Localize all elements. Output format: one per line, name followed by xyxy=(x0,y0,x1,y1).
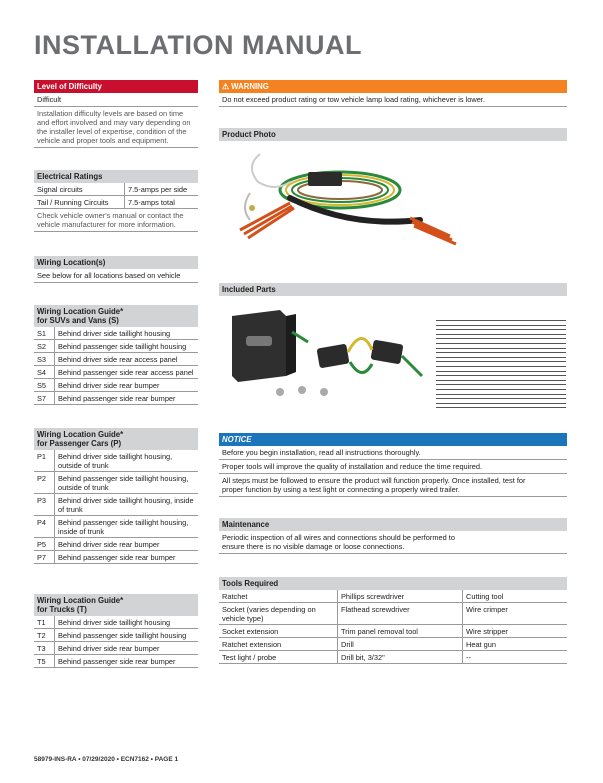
location-description: Behind passenger side taillight housing xyxy=(55,629,199,642)
location-code: S5 xyxy=(34,379,55,392)
location-description: Behind driver side rear bumper xyxy=(55,379,199,392)
table-row xyxy=(34,538,198,551)
difficulty-level: Difficult xyxy=(34,93,198,107)
notice-line: All steps must be followed to ensure the product will function properly. Once installed, test for proper function by using a test light or connecting a properly wired trailer. xyxy=(219,474,567,497)
guide-trucks-header-line1: Wiring Location Guide* xyxy=(37,596,124,605)
location-description: Behind passenger side taillight housing, inside of trunk xyxy=(55,516,199,538)
table-row xyxy=(34,472,198,494)
location-description: Behind passenger side taillight housing, outside of trunk xyxy=(55,472,199,494)
warning-section xyxy=(219,80,567,107)
included-parts-header: Included Parts xyxy=(219,283,567,296)
rating-value: 7.5-amps per side xyxy=(125,183,199,196)
table-row xyxy=(34,655,198,668)
parts-list-placeholder xyxy=(436,320,566,404)
tool-cell: Flathead screwdriver xyxy=(338,603,463,625)
wiring-location-section xyxy=(34,256,198,283)
maintenance-header: Maintenance xyxy=(219,518,567,531)
rating-label: Tail / Running Circuits xyxy=(34,196,125,209)
location-description: Behind passenger side rear bumper xyxy=(55,551,199,564)
table-row xyxy=(34,379,198,392)
tool-cell: Drill xyxy=(338,638,463,651)
location-code: P1 xyxy=(34,450,55,472)
ratings-table xyxy=(34,183,198,209)
guide-suv-header-line2: for SUVs and Vans (S) xyxy=(37,316,119,325)
tool-cell: Heat gun xyxy=(463,638,568,651)
location-description: Behind driver side taillight housing, outside of trunk xyxy=(55,450,199,472)
tool-cell: Ratchet extension xyxy=(219,638,338,651)
difficulty-header: Level of Difficulty xyxy=(34,80,198,93)
location-description: Behind passenger side taillight housing xyxy=(55,340,199,353)
notice-header: NOTICE xyxy=(219,433,567,446)
warning-triangle-icon: ⚠ xyxy=(222,82,229,91)
guide-suv-section xyxy=(34,305,198,405)
tool-cell: Socket extension xyxy=(219,625,338,638)
table-row xyxy=(34,642,198,655)
footer: 58979-INS-RA • 07/29/2020 • ECN7162 • PAGE 1 xyxy=(34,756,179,763)
wiring-location-header: Wiring Location(s) xyxy=(34,256,198,269)
maintenance-text: Periodic inspection of all wires and connections should be performed to ensure there is no visible damage or loose connections. xyxy=(219,531,567,554)
guide-cars-section xyxy=(34,428,198,564)
tool-cell: Trim panel removal tool xyxy=(338,625,463,638)
product-photo-header: Product Photo xyxy=(219,128,567,141)
table-row xyxy=(219,590,567,603)
tools-table xyxy=(219,590,567,664)
tool-cell: Phillips screwdriver xyxy=(338,590,463,603)
tool-cell: Wire crimper xyxy=(463,603,568,625)
page-title: INSTALLATION MANUAL xyxy=(34,30,362,60)
ratings-header: Electrical Ratings xyxy=(34,170,198,183)
table-row xyxy=(34,616,198,629)
table-row xyxy=(34,450,198,472)
guide-cars-table xyxy=(34,450,198,564)
included-parts-section xyxy=(219,283,567,296)
ratings-section xyxy=(34,170,198,232)
tool-cell: Test light / probe xyxy=(219,651,338,664)
warning-text: Do not exceed product rating or tow vehicle lamp load rating, whichever is lower. xyxy=(219,93,567,107)
ratings-note: Check vehicle owner's manual or contact the vehicle manufacturer for more information. xyxy=(34,209,198,232)
location-description: Behind driver side rear bumper xyxy=(55,642,199,655)
notice-line: Before you begin installation, read all instructions thoroughly. xyxy=(219,446,567,460)
rating-value: 7.5-amps total xyxy=(125,196,199,209)
guide-suv-table xyxy=(34,327,198,405)
location-code: P2 xyxy=(34,472,55,494)
included-parts-image xyxy=(222,306,430,404)
location-code: P3 xyxy=(34,494,55,516)
location-code: T3 xyxy=(34,642,55,655)
notice-section xyxy=(219,433,567,497)
location-code: P7 xyxy=(34,551,55,564)
tools-section xyxy=(219,577,567,664)
location-description: Behind passenger side rear bumper xyxy=(55,655,199,668)
table-row xyxy=(219,603,567,625)
guide-trucks-section xyxy=(34,594,198,668)
location-code: S1 xyxy=(34,327,55,340)
notice-line: Proper tools will improve the quality of installation and reduce the time required. xyxy=(219,460,567,474)
table-row xyxy=(219,625,567,638)
maintenance-section xyxy=(219,518,567,554)
location-description: Behind driver side rear bumper xyxy=(55,538,199,551)
location-description: Behind driver side taillight housing, inside of trunk xyxy=(55,494,199,516)
guide-trucks-header xyxy=(34,594,198,616)
location-description: Behind passenger side rear bumper xyxy=(55,392,199,405)
tools-header: Tools Required xyxy=(219,577,567,590)
table-row xyxy=(34,353,198,366)
table-row xyxy=(34,327,198,340)
location-code: T5 xyxy=(34,655,55,668)
table-row xyxy=(34,392,198,405)
guide-cars-header-line1: Wiring Location Guide* xyxy=(37,430,124,439)
table-row xyxy=(34,551,198,564)
warning-header xyxy=(219,80,567,93)
tool-cell: Socket (varies depending on vehicle type) xyxy=(219,603,338,625)
table-row xyxy=(34,196,198,209)
table-row xyxy=(219,651,567,664)
tool-cell: Cutting tool xyxy=(463,590,568,603)
tool-cell: -- xyxy=(463,651,568,664)
location-description: Behind passenger side rear access panel xyxy=(55,366,199,379)
guide-trucks-header-line2: for Trucks (T) xyxy=(37,605,87,614)
table-row xyxy=(34,183,198,196)
table-row xyxy=(34,340,198,353)
difficulty-description: Installation difficulty levels are based on time and effort involved and may vary depending on the installer level of expertise, condition of the vehicle and proper tools and equipment. xyxy=(34,107,198,148)
table-row xyxy=(34,629,198,642)
location-code: P5 xyxy=(34,538,55,551)
table-row xyxy=(34,494,198,516)
product-photo-section xyxy=(219,128,567,141)
tool-cell: Ratchet xyxy=(219,590,338,603)
guide-suv-header xyxy=(34,305,198,327)
tool-cell: Drill bit, 3/32" xyxy=(338,651,463,664)
guide-suv-header-line1: Wiring Location Guide* xyxy=(37,307,124,316)
guide-trucks-table xyxy=(34,616,198,668)
location-code: T1 xyxy=(34,616,55,629)
location-description: Behind driver side taillight housing xyxy=(55,327,199,340)
location-description: Behind driver side rear access panel xyxy=(55,353,199,366)
product-photo-image xyxy=(230,148,470,254)
guide-cars-header-line2: for Passenger Cars (P) xyxy=(37,439,122,448)
location-code: S7 xyxy=(34,392,55,405)
location-code: S3 xyxy=(34,353,55,366)
guide-cars-header xyxy=(34,428,198,450)
wiring-location-text: See below for all locations based on vehicle xyxy=(34,269,198,283)
location-code: S4 xyxy=(34,366,55,379)
location-description: Behind driver side taillight housing xyxy=(55,616,199,629)
table-row xyxy=(34,366,198,379)
warning-header-label: WARNING xyxy=(231,82,269,91)
location-code: P4 xyxy=(34,516,55,538)
table-row xyxy=(34,516,198,538)
rating-label: Signal circuits xyxy=(34,183,125,196)
location-code: S2 xyxy=(34,340,55,353)
difficulty-section xyxy=(34,80,198,148)
table-row xyxy=(219,638,567,651)
location-code: T2 xyxy=(34,629,55,642)
tool-cell: Wire stripper xyxy=(463,625,568,638)
